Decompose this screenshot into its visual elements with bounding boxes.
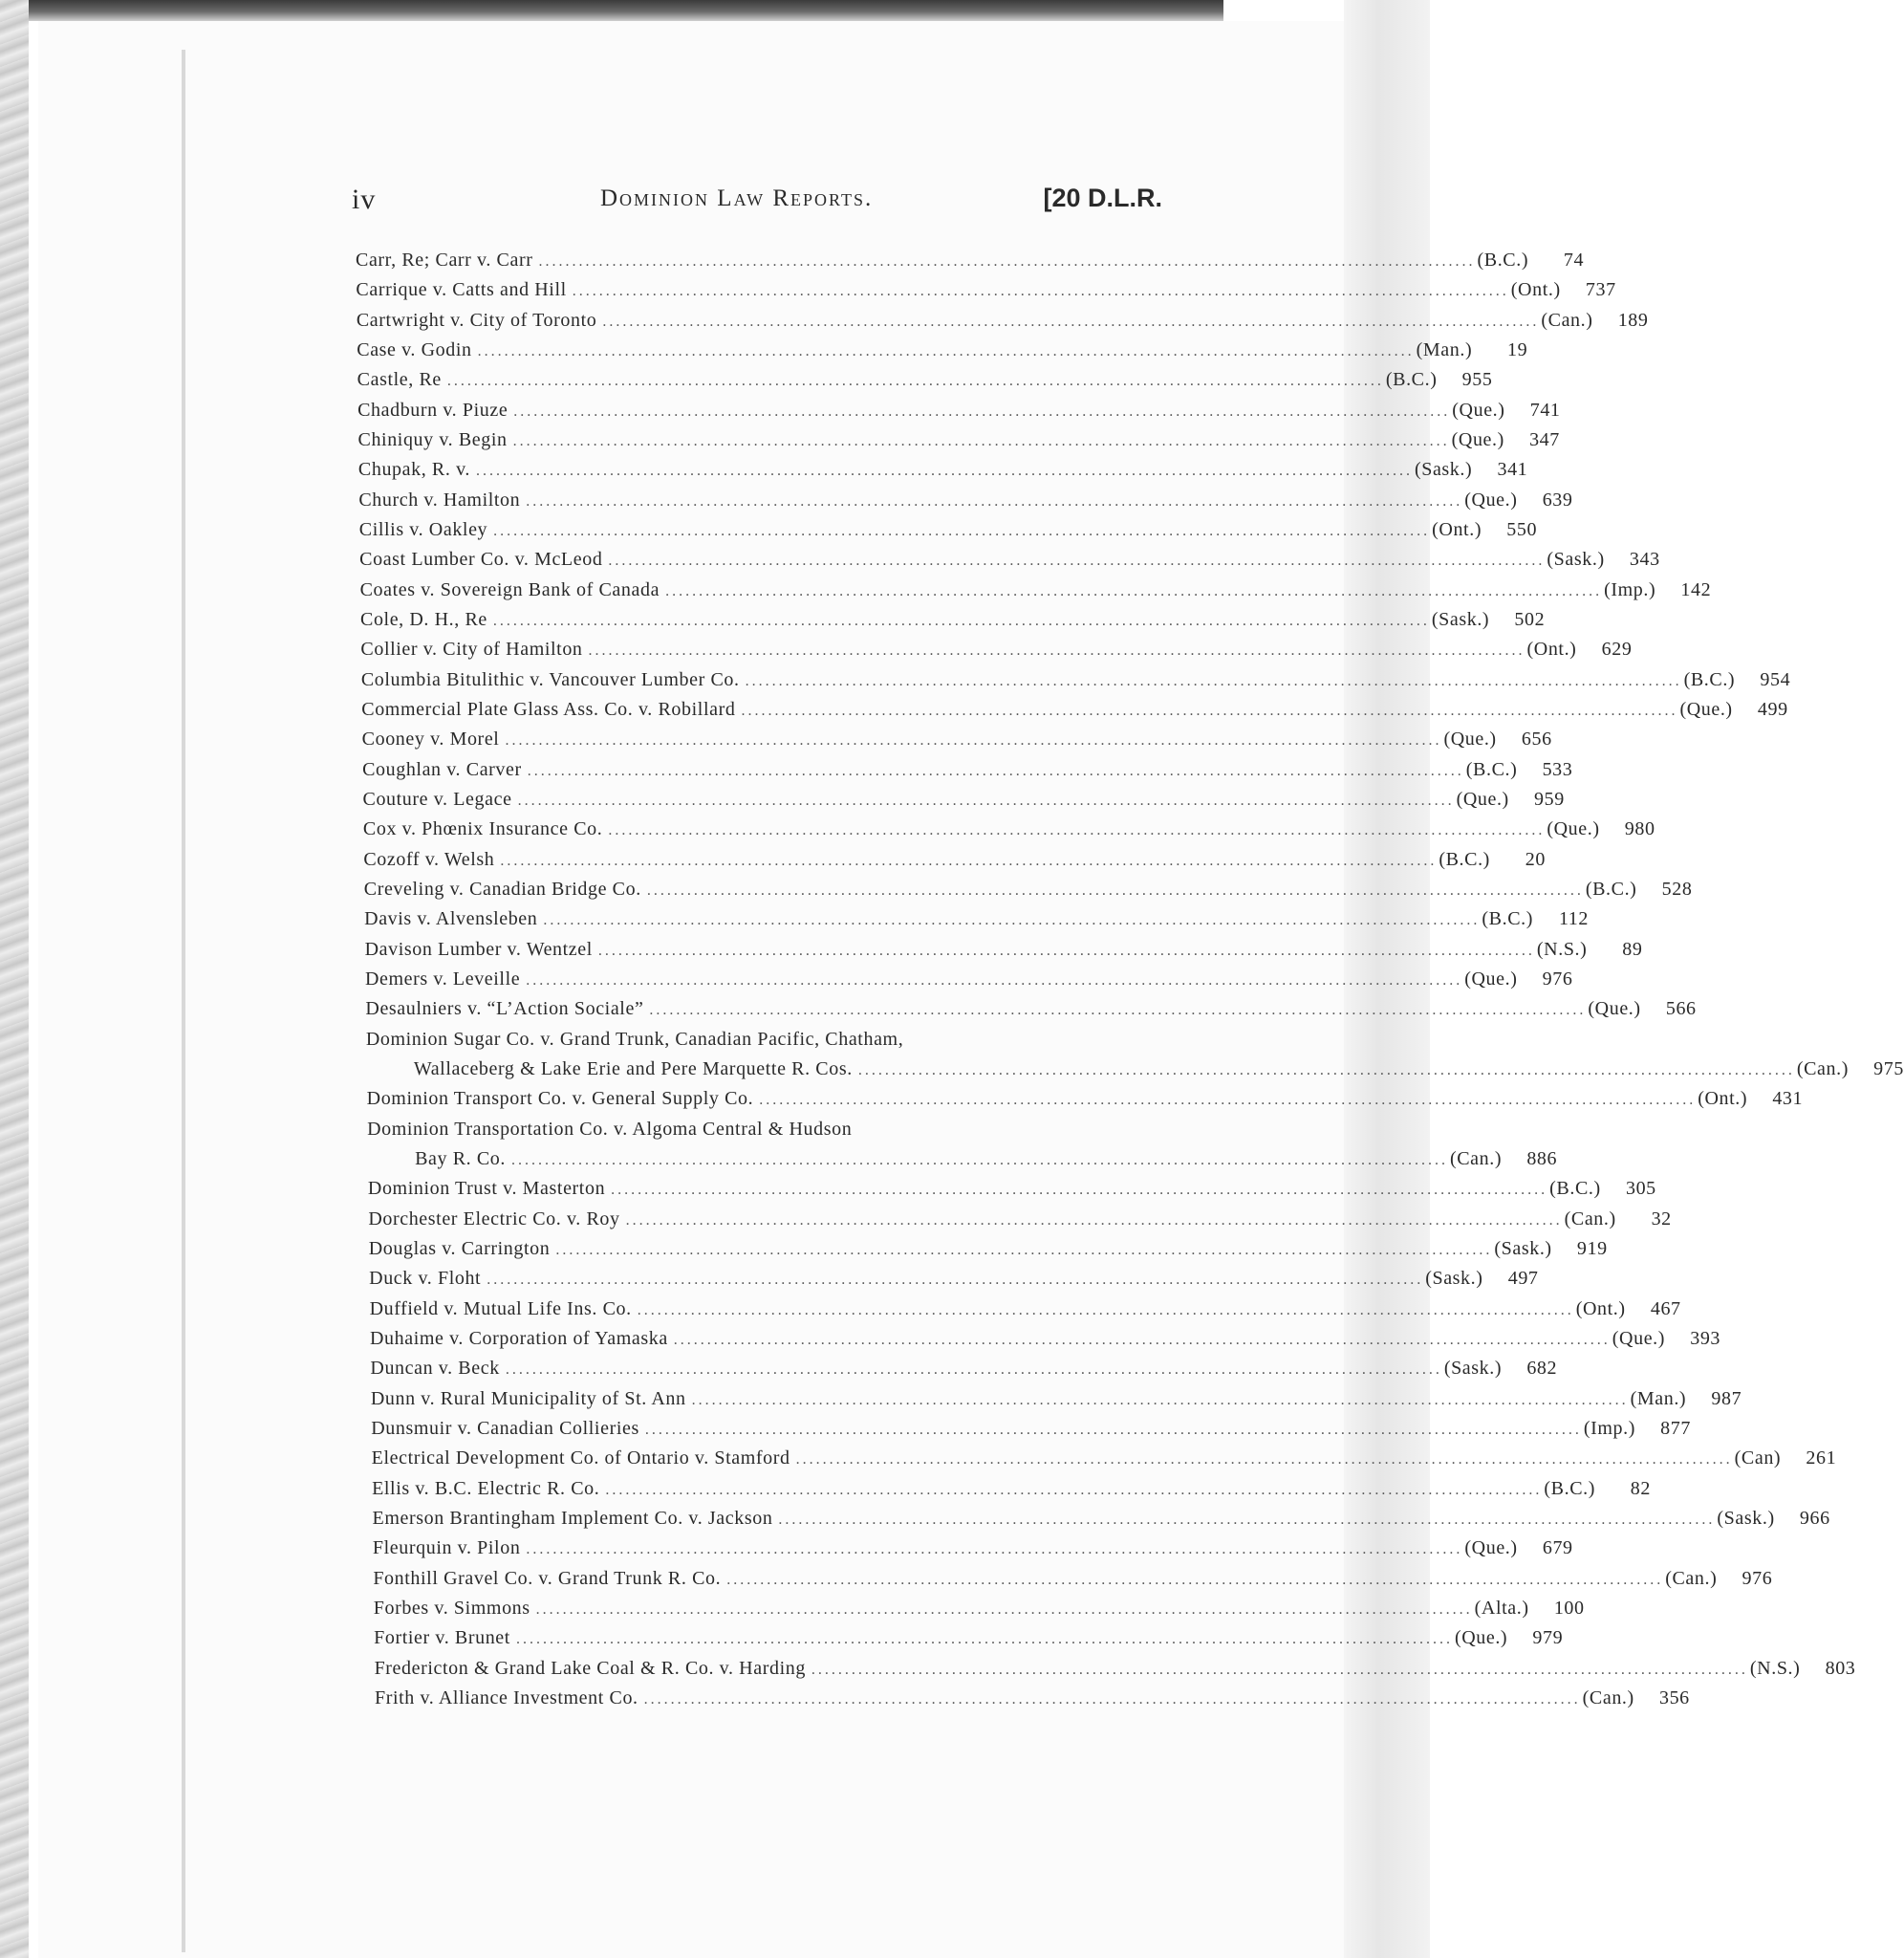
dot-leader: ............................................................................................................................................ (510, 1151, 1448, 1168)
province-label: (B.C.) (1549, 1178, 1601, 1200)
index-entry (357, 456, 1528, 483)
dot-leader: ............................................................................................................................................ (811, 1661, 1748, 1678)
index-entry (356, 307, 1649, 334)
index-entry (358, 487, 1573, 513)
province-label: (Que.) (1443, 729, 1497, 751)
dot-leader: ............................................................................................................................................ (778, 1512, 1716, 1528)
province-label: (Sask.) (1547, 549, 1605, 571)
case-name: Davison Lumber v. Wentzel (364, 938, 593, 960)
case-name: Church v. Hamilton (358, 489, 521, 511)
province-label: (Ont.) (1526, 639, 1577, 661)
page-number: 803 (1825, 1657, 1856, 1679)
dot-leader: ............................................................................................................................................ (527, 762, 1464, 779)
page-number: 987 (1711, 1387, 1742, 1409)
page-number: 112 (1558, 908, 1589, 930)
scan-border-left (0, 0, 29, 1958)
index-entry (365, 966, 1573, 992)
province-label: (Sask.) (1414, 459, 1473, 481)
page-number: 467 (1650, 1297, 1681, 1319)
province-label: (Alta.) (1474, 1598, 1529, 1619)
page-number: 682 (1526, 1358, 1558, 1380)
index-entry (372, 1475, 1651, 1502)
page-binding-edge (182, 50, 185, 1952)
index-entry (362, 786, 1565, 813)
page-number: 741 (1529, 399, 1561, 421)
page-number: 656 (1521, 729, 1552, 751)
case-name: Duffield v. Mutual Life Ins. Co. (369, 1297, 632, 1319)
dot-leader: ............................................................................................................................................ (500, 852, 1438, 869)
province-label: (Que.) (1464, 968, 1518, 990)
page-number: 976 (1742, 1567, 1773, 1589)
province-label: (Sask.) (1431, 609, 1490, 630)
index-entry (368, 1235, 1608, 1262)
case-name: Cox v. Phœnix Insurance Co. (362, 818, 603, 840)
dot-leader: ............................................................................................................................................ (625, 1211, 1563, 1229)
province-label: (B.C.) (1482, 908, 1533, 930)
province-label: (B.C.) (1465, 758, 1518, 780)
page-number: 528 (1661, 879, 1693, 900)
case-name: Coast Lumber Co. v. McLeod (359, 549, 603, 571)
case-name: Chiniquy v. Begin (357, 429, 508, 450)
index-entry (364, 936, 1643, 963)
page-number: 679 (1542, 1537, 1573, 1559)
province-label: (Can.) (1582, 1687, 1634, 1708)
page-number: 954 (1760, 668, 1791, 690)
page-number: 100 (1553, 1598, 1585, 1619)
province-label: (Sask.) (1717, 1508, 1775, 1529)
case-name: Carrique v. Catts and Hill (356, 279, 567, 301)
province-label: (Ont.) (1432, 519, 1482, 540)
case-name: Coates v. Sovereign Bank of Canada (359, 578, 660, 600)
dot-leader: ............................................................................................................................................ (446, 373, 1384, 390)
dot-leader: ............................................................................................................................................ (597, 942, 1535, 959)
dot-leader: ............................................................................................................................................ (602, 313, 1540, 330)
case-name: Chupak, R. v. (357, 459, 470, 481)
page-number: 82 (1630, 1477, 1651, 1499)
case-name: Dominion Transport Co. v. General Supply Co. (366, 1088, 754, 1110)
page-number: 877 (1660, 1418, 1691, 1439)
dot-leader: ............................................................................................................................................ (526, 492, 1463, 510)
page-number: 393 (1690, 1328, 1721, 1349)
index-entry (375, 1685, 1690, 1711)
page-number: 980 (1624, 818, 1655, 840)
province-label: (B.C.) (1683, 668, 1736, 690)
dot-leader: ............................................................................................................................................ (535, 1601, 1473, 1618)
case-name: Cozoff v. Welsh (363, 848, 495, 870)
index-entry (366, 1085, 1804, 1112)
case-name: Dunsmuir v. Canadian Collieries (371, 1418, 639, 1439)
dot-leader: ............................................................................................................................................ (608, 553, 1546, 570)
case-name: Coughlan v. Carver (362, 758, 522, 780)
case-name: Fredericton & Grand Lake Coal & R. Co. v. Harding (374, 1657, 806, 1679)
province-label: (Can.) (1796, 1057, 1849, 1079)
index-entry (359, 546, 1660, 573)
volume-label: [20 D.L.R. (1043, 184, 1162, 212)
dot-leader: ............................................................................................................................................ (512, 433, 1450, 449)
page-number: 639 (1542, 489, 1573, 511)
page-number: 533 (1542, 758, 1573, 780)
province-label: (Imp.) (1604, 578, 1656, 600)
dot-leader: ............................................................................................................................................ (665, 582, 1603, 599)
province-label: (Can.) (1564, 1207, 1616, 1229)
index-entry (371, 1415, 1691, 1442)
index-entry (357, 426, 1560, 453)
page-number: 502 (1514, 609, 1546, 630)
dot-leader: ............................................................................................................................................ (605, 1481, 1543, 1498)
case-name: Emerson Brantingham Implement Co. v. Jackson (372, 1508, 773, 1529)
index-entry (362, 756, 1573, 783)
page-number: 74 (1563, 250, 1585, 271)
case-name: Collier v. City of Hamilton (360, 639, 583, 661)
page-number: 886 (1526, 1147, 1558, 1169)
index-entry (370, 1385, 1742, 1412)
dot-leader: ............................................................................................................................................ (637, 1301, 1574, 1318)
page-number: 19 (1507, 339, 1528, 360)
case-name: Forbes v. Simmons (373, 1598, 530, 1619)
province-label: (Can) (1734, 1447, 1782, 1469)
province-label: (Que.) (1451, 429, 1504, 450)
index-entry (372, 1505, 1830, 1532)
dot-leader: ............................................................................................................................................ (588, 642, 1525, 660)
province-label: (Ont.) (1510, 279, 1561, 301)
index-entry (370, 1355, 1558, 1381)
dot-leader: ............................................................................................................................................ (608, 822, 1546, 839)
case-name: Columbia Bitulithic v. Vancouver Lumber Co. (360, 668, 740, 690)
index-entry (370, 1325, 1721, 1352)
province-label: (B.C.) (1439, 848, 1490, 870)
province-label: (Que.) (1464, 489, 1518, 511)
page-number: 341 (1497, 459, 1528, 481)
index-entry (368, 1206, 1672, 1232)
dot-leader: ............................................................................................................................................ (493, 523, 1431, 539)
index-entry (360, 636, 1633, 663)
dot-leader: ............................................................................................................................................ (691, 1391, 1629, 1408)
case-name-continuation: Bay R. Co. (415, 1147, 506, 1169)
dot-leader: ............................................................................................................................................ (726, 1571, 1664, 1588)
index-entry (374, 1624, 1564, 1651)
province-label: (Can.) (1541, 309, 1593, 331)
province-label: (B.C.) (1477, 250, 1529, 271)
page-number: 919 (1576, 1238, 1608, 1259)
province-label: (N.S.) (1749, 1657, 1801, 1679)
index-entry (359, 577, 1712, 603)
page-number: 431 (1772, 1088, 1804, 1110)
dot-leader: ............................................................................................................................................ (513, 402, 1451, 420)
case-name-continuation: Wallaceberg & Lake Erie and Pere Marquette R. Cos. (413, 1057, 853, 1079)
running-title: Dominion Law Reports. (600, 185, 874, 211)
province-label: (Que.) (1464, 1537, 1518, 1559)
dot-leader: ............................................................................................................................................ (673, 1332, 1611, 1348)
index-entry (364, 905, 1589, 932)
index-entry (365, 1026, 1904, 1082)
province-label: (Imp.) (1583, 1418, 1635, 1439)
index-entry (360, 666, 1791, 693)
index-entry (373, 1595, 1585, 1621)
index-entry (362, 816, 1655, 842)
case-name: Fortier v. Brunet (374, 1627, 510, 1649)
dot-leader: ............................................................................................................................................ (526, 1541, 1463, 1558)
index-entry (361, 696, 1788, 723)
dot-leader: ............................................................................................................................................ (475, 463, 1413, 480)
province-label: (Sask.) (1425, 1268, 1483, 1290)
case-name: Dominion Trust v. Masterton (367, 1178, 606, 1200)
dot-leader: ............................................................................................................................................ (526, 972, 1463, 989)
page-number: 497 (1507, 1268, 1539, 1290)
case-name: Dunn v. Rural Municipality of St. Ann (370, 1387, 686, 1409)
province-label: (Sask.) (1494, 1238, 1552, 1259)
page-number: 189 (1617, 309, 1649, 331)
index-entry (357, 397, 1561, 424)
page-number: 305 (1625, 1178, 1656, 1200)
case-name: Cooney v. Morel (361, 729, 500, 751)
case-name: Creveling v. Canadian Bridge Co. (363, 879, 641, 900)
province-label: (Que.) (1679, 699, 1733, 720)
case-name: Dominion Sugar Co. v. Grand Trunk, Canadian Pacific, Chatham, (365, 1028, 904, 1050)
index-entry (361, 726, 1552, 752)
case-name: Couture v. Legace (362, 789, 512, 810)
dot-leader: ............................................................................................................................................ (517, 793, 1455, 809)
province-label: (Can.) (1449, 1147, 1503, 1169)
page-number: 20 (1525, 848, 1546, 870)
dot-leader: ............................................................................................................................................ (515, 1631, 1453, 1648)
dot-leader: ............................................................................................................................................ (555, 1242, 1493, 1258)
case-name: Cillis v. Oakley (358, 519, 488, 540)
index-entry (357, 366, 1493, 393)
dot-leader: ............................................................................................................................................ (505, 732, 1442, 750)
province-label: (B.C.) (1585, 879, 1637, 900)
index-entry (367, 1175, 1656, 1202)
page-number: 737 (1585, 279, 1616, 301)
province-label: (Que.) (1612, 1328, 1666, 1349)
dot-leader: ............................................................................................................................................ (759, 1092, 1697, 1109)
index-entry (374, 1655, 1856, 1682)
case-name: Fonthill Gravel Co. v. Grand Trunk R. Co. (373, 1567, 722, 1589)
dot-leader: ............................................................................................................................................ (611, 1182, 1548, 1199)
page-number: 955 (1461, 369, 1493, 391)
page-folio: iv (352, 184, 377, 215)
case-name: Case v. Godin (357, 339, 472, 360)
province-label: (B.C.) (1544, 1477, 1595, 1499)
page-number: 959 (1534, 789, 1565, 810)
index-entry (369, 1295, 1681, 1322)
page-number: 142 (1680, 578, 1712, 600)
case-name: Fleurquin v. Pilon (372, 1537, 521, 1559)
dot-leader: ............................................................................................................................................ (487, 1272, 1424, 1289)
page-number: 356 (1658, 1687, 1690, 1708)
index-entry (358, 516, 1538, 543)
province-label: (Man.) (1416, 339, 1473, 360)
page-number: 976 (1542, 968, 1573, 990)
province-label: (Ont.) (1698, 1088, 1748, 1110)
index-entry (360, 606, 1546, 633)
province-label: (Can.) (1665, 1567, 1718, 1589)
page-header (352, 184, 1162, 222)
index-entry (372, 1534, 1573, 1561)
dot-leader: ............................................................................................................................................ (477, 343, 1415, 359)
dot-leader: ............................................................................................................................................ (505, 1361, 1442, 1379)
case-name: Carr, Re; Carr v. Carr (356, 250, 533, 271)
dot-leader: ............................................................................................................................................ (644, 1422, 1582, 1438)
province-label: (Sask.) (1443, 1358, 1503, 1380)
page-number: 979 (1532, 1627, 1564, 1649)
page-number: 343 (1629, 549, 1660, 571)
province-label: (Que.) (1456, 789, 1509, 810)
case-name: Desaulniers v. “L’Action Sociale” (365, 998, 644, 1020)
province-label: (Que.) (1588, 998, 1641, 1020)
page-number: 32 (1651, 1207, 1672, 1229)
index-entry (363, 846, 1546, 873)
index-entry (356, 276, 1616, 303)
page-number: 347 (1529, 429, 1560, 450)
page-number: 629 (1601, 639, 1633, 661)
index-entry (356, 247, 1585, 273)
page-number: 261 (1806, 1447, 1837, 1469)
index-entry (369, 1265, 1539, 1292)
case-name: Electrical Development Co. of Ontario v. Stamford (371, 1447, 790, 1469)
province-label: (Ont.) (1575, 1297, 1626, 1319)
dot-leader: ............................................................................................................................................ (646, 882, 1584, 899)
page-number: 566 (1665, 998, 1697, 1020)
index-entry (365, 995, 1697, 1022)
case-name: Davis v. Alvensleben (364, 908, 538, 930)
case-name: Duhaime v. Corporation of Yamaska (370, 1328, 668, 1349)
province-label: (Que.) (1452, 399, 1505, 421)
dot-leader: ............................................................................................................................................ (745, 672, 1682, 689)
dot-leader: ............................................................................................................................................ (538, 253, 1476, 270)
dot-leader: ............................................................................................................................................ (649, 1002, 1587, 1019)
dot-leader: ............................................................................................................................................ (643, 1691, 1581, 1708)
case-name: Cartwright v. City of Toronto (356, 309, 597, 331)
index-entry (357, 337, 1528, 363)
dot-leader: ............................................................................................................................................ (795, 1451, 1733, 1468)
dot-leader: ............................................................................................................................................ (857, 1061, 1795, 1078)
case-name: Duncan v. Beck (370, 1358, 500, 1380)
case-name: Duck v. Floht (369, 1268, 482, 1290)
dot-leader: ............................................................................................................................................ (492, 613, 1430, 629)
page-number: 550 (1506, 519, 1538, 540)
province-label: (Man.) (1630, 1387, 1687, 1409)
case-name: Commercial Plate Glass Ass. Co. v. Robillard (361, 699, 736, 720)
case-name: Cole, D. H., Re (360, 609, 487, 630)
index-entry (371, 1445, 1837, 1471)
index-entry (373, 1565, 1773, 1592)
page-number: 975 (1873, 1057, 1904, 1079)
province-label: (Que.) (1454, 1627, 1508, 1649)
dot-leader: ............................................................................................................................................ (572, 283, 1509, 300)
scan-border-top (0, 0, 1223, 21)
dot-leader: ............................................................................................................................................ (543, 912, 1481, 929)
index-entry (363, 876, 1693, 903)
province-label: (Que.) (1547, 818, 1600, 840)
page-number: 499 (1757, 699, 1788, 720)
case-name: Dominion Transportation Co. v. Algoma Central & Hudson (367, 1118, 853, 1140)
case-name: Demers v. Leveille (365, 968, 521, 990)
page-number: 89 (1622, 938, 1643, 960)
case-name: Chadburn v. Piuze (357, 399, 508, 421)
case-name: Douglas v. Carrington (368, 1238, 551, 1259)
case-name: Dorchester Electric Co. v. Roy (368, 1207, 620, 1229)
index-entry (367, 1116, 1558, 1172)
province-label: (B.C.) (1385, 369, 1438, 391)
page-number: 966 (1799, 1508, 1830, 1529)
case-name: Castle, Re (357, 369, 442, 391)
province-label: (N.S.) (1536, 938, 1588, 960)
case-name: Ellis v. B.C. Electric R. Co. (372, 1477, 600, 1499)
dot-leader: ............................................................................................................................................ (741, 703, 1678, 719)
case-name: Frith v. Alliance Investment Co. (375, 1687, 638, 1708)
